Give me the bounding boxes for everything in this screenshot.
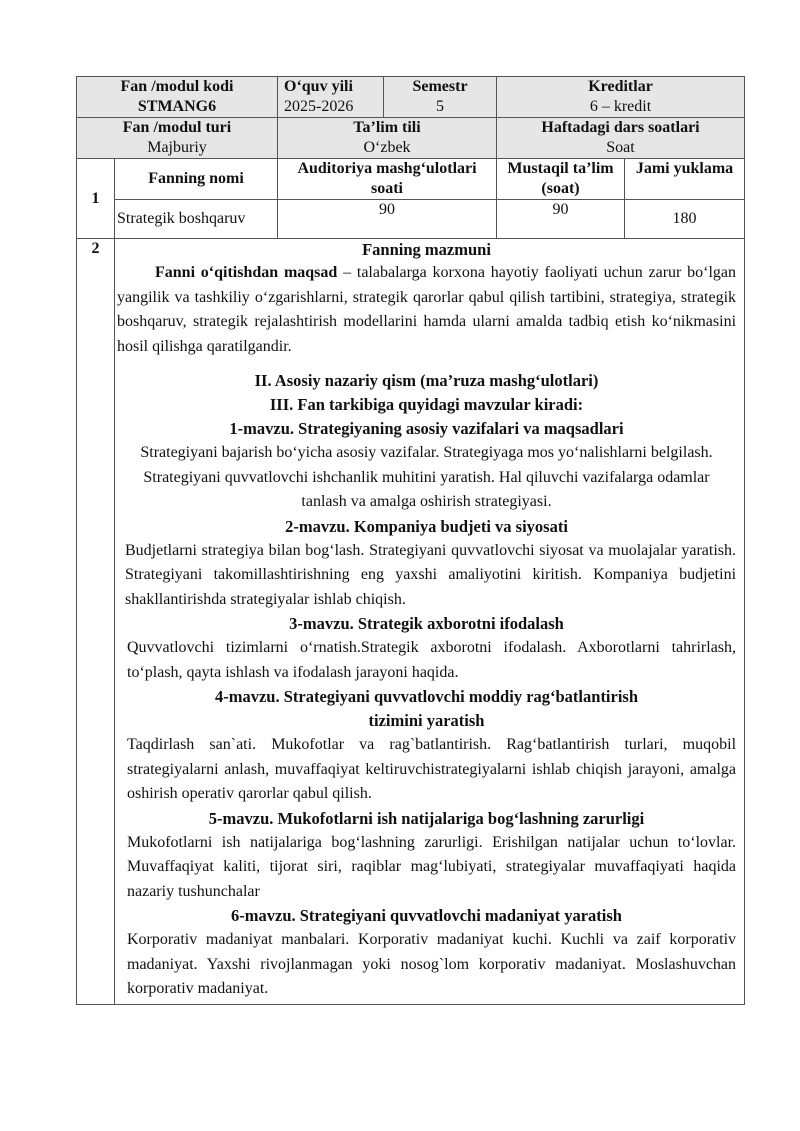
semester-label: Semestr (412, 78, 468, 95)
goal-paragraph (117, 261, 736, 359)
code-value: STMANG6 (137, 98, 217, 115)
header-row-2 (77, 118, 745, 159)
topic-2-text: Budjetlarni strategiya bilan bog‘lash. Strategiyani quvvatlovchi siyosat va muolajalar yaratish. Strategiyani takomillashtirishning eng yaxshi amaliyotini kiritish. Kompaniya budjetini shakllantirishda strategiyalar ishlab chiqish. (125, 541, 737, 608)
hours-cell (497, 118, 745, 159)
goal-bold: Fanni o‘qitishdan maqsad (155, 264, 338, 281)
lang-cell (278, 118, 497, 159)
credits-value: 6 – kredit (589, 98, 652, 115)
topic-4-text: Taqdirlash san`ati. Mukofotlar va rag`batlantirish. Rag‘batlantirish turlari, muqobil strategiyalarni anlash, muvaffaqiyat keltiruvchistrategiyalarni ishlab chiqish jarayoni, amalga oshirish operativ qarorlar qabul qilish. (127, 736, 737, 802)
year-label: O‘quv yili (284, 78, 353, 95)
hours-label: Haftadagi dars soatlari (541, 119, 700, 136)
course-values-row (77, 200, 745, 239)
goal-text: – talabalarga korxona hayotiy faoliyati uchun zarur bo‘lgan yangilik va tashkiliy o‘zgarishlarni, strategik qarorlar qabul qilish tartibini, strategiya, strategik boshqaruv, strategik rejalashtirish modellarini hamda ularni amalda tadbiq etish ko‘nikmasini hosil qilishga qaratilgandir. (117, 264, 737, 355)
lang-label: Ta’lim tili (353, 119, 421, 136)
topic-1-text: Strategiyani bajarish bo‘yicha asosiy vazifalar. Strategiyaga mos yo‘nalishlarni belgilash. Strategiyani quvvatlovchi ishchanlik muhitini yaratish. Hal qiluvchi vazifalarga odamlar tanlash va amalga oshirish strategiyasi. (140, 444, 713, 510)
lang-value: O‘zbek (363, 139, 411, 156)
section-3-heading: III. Fan tarkibiga quyidagi mavzular kiradi: (269, 395, 584, 414)
course-labels-row (77, 159, 745, 200)
code-cell (77, 77, 278, 118)
code-label: Fan /modul kodi (120, 78, 234, 95)
topic-3-title: 3-mavzu. Strategik axborotni ifodalash (289, 614, 564, 633)
row-number-2: 2 (77, 239, 115, 1005)
total-load-label: Jami yuklama (625, 159, 745, 200)
topic-1-title: 1-mavzu. Strategiyaning asosiy vazifalari va maqsadlari (229, 419, 624, 438)
auditory-hours-value: 90 (278, 200, 497, 239)
total-load-value: 180 (625, 200, 745, 239)
content-title: Fanning mazmuni (362, 240, 491, 259)
content-row (77, 239, 745, 1005)
content-cell (115, 239, 745, 1005)
topic-6-text: Korporativ madaniyat manbalari. Korporativ madaniyat kuchi. Kuchli va zaif korporativ madaniyat. Yaxshi rivojlanmagan yoki nosog`lom korporativ madaniyat. Moslashuvchan korporativ madaniyat. (127, 931, 737, 997)
type-cell (77, 118, 278, 159)
topic-6-title: 6-mavzu. Strategiyani quvvatlovchi madaniyat yaratish (231, 906, 622, 925)
auditory-hours-label: Auditoriya mashg‘ulotlari soati (278, 159, 497, 200)
semester-cell (384, 77, 497, 118)
self-study-value: 90 (497, 200, 625, 239)
topic-4-title: 4-mavzu. Strategiyani quvvatlovchi moddiy rag‘batlantirish (214, 687, 639, 706)
topic-5-title: 5-mavzu. Mukofotlarni ish natijalariga bog‘lashning zarurligi (208, 808, 645, 828)
self-study-label: Mustaqil ta’lim (soat) (497, 159, 625, 200)
topic-3-text: Quvvatlovchi tizimlarni o‘rnatish.Strategik axborotni ifodalash. Axborotlarni tahrirlash, to‘plash, qayta ishlash va ifodalash jarayoni haqida. (127, 639, 737, 681)
row-number-1: 1 (77, 159, 115, 239)
header-row-1 (77, 77, 745, 118)
credits-cell (497, 77, 745, 118)
hours-value: Soat (606, 139, 635, 156)
type-value: Majburiy (147, 139, 207, 156)
topic-5-text: Mukofotlarni ish natijalariga bog‘lashning zarurligi. Erishilgan natijalar uchun to‘lovlar. Muvaffaqiyat kaliti, tijorat siri, raqiblar mag‘lubiyati, strategiyalar muvaffaqiyati haqida nazariy tushunchalar (127, 833, 737, 900)
topic-2-title: 2-mavzu. Kompaniya budjeti va siyosati (285, 516, 568, 536)
type-label: Fan /modul turi (122, 119, 232, 136)
year-value: 2025-2026 (284, 98, 354, 115)
semester-value: 5 (436, 98, 444, 115)
credits-label: Kreditlar (588, 78, 653, 95)
year-cell (278, 77, 384, 118)
topic-4-title-cont: tizimini yaratish (368, 711, 485, 730)
syllabus-table (76, 76, 745, 1005)
syllabus-page (76, 76, 744, 1005)
course-name-label: Fanning nomi (115, 159, 278, 200)
course-name-value: Strategik boshqaruv (115, 200, 278, 239)
section-2-heading: II. Asosiy nazariy qism (ma’ruza mashg‘ulotlari) (254, 371, 599, 390)
